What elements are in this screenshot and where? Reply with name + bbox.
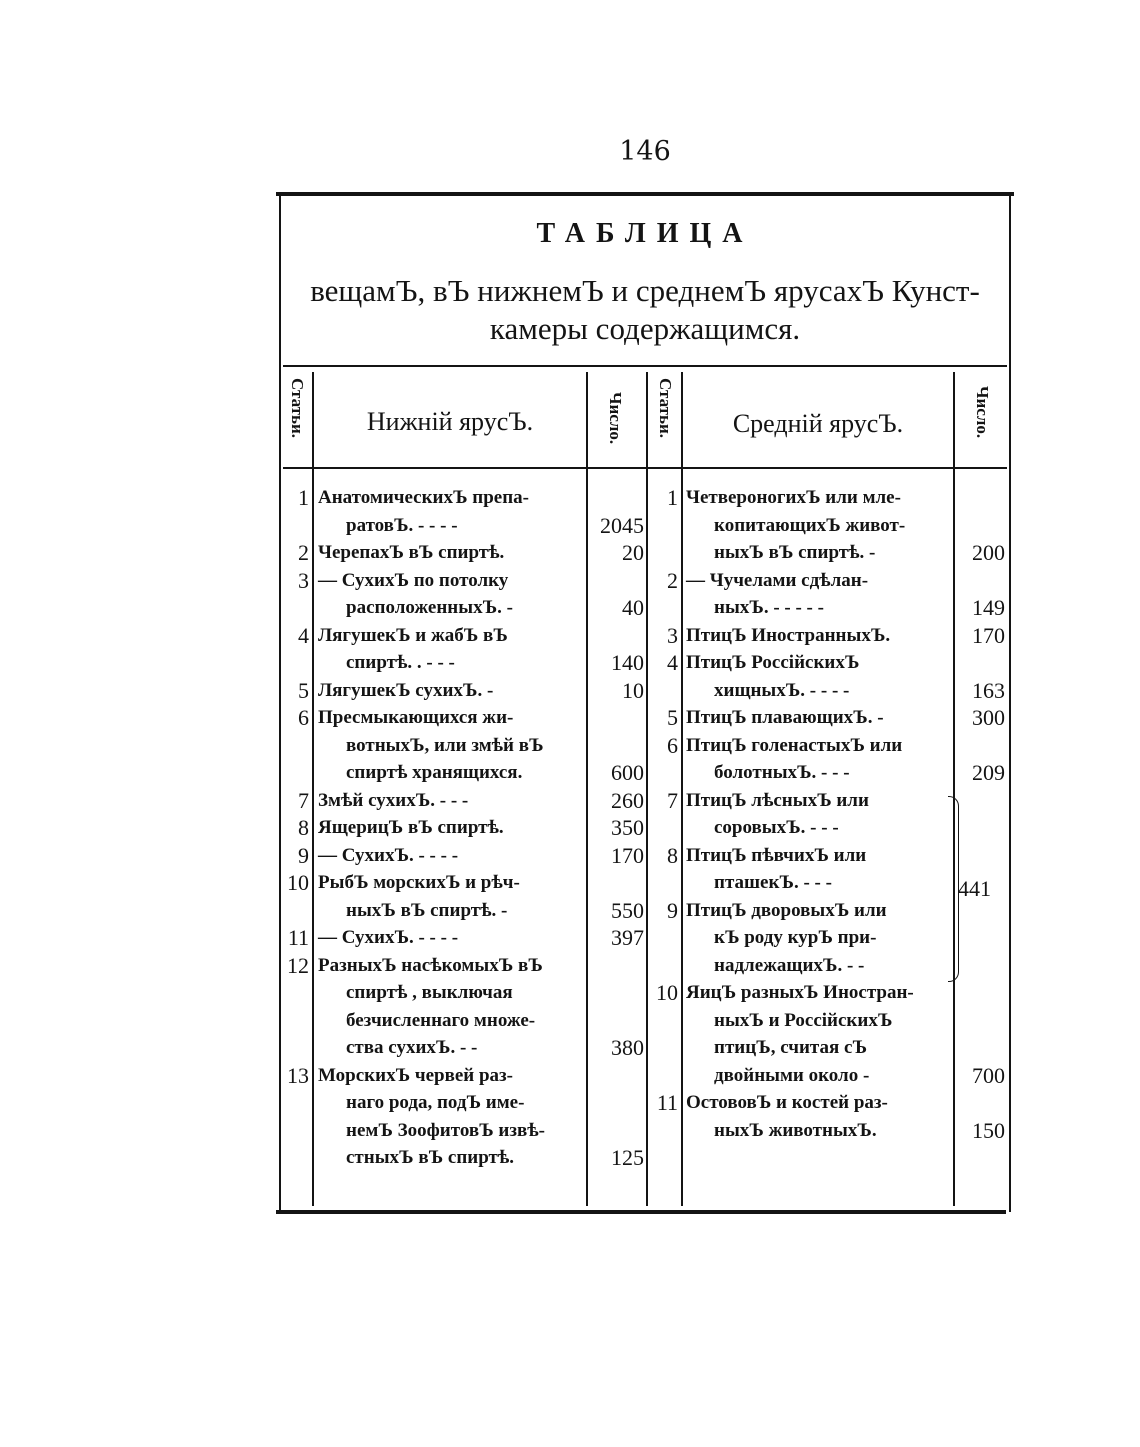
article-number: 10 [287, 870, 309, 895]
item-description: ЯицЪ разныхЪ Иностран- [686, 982, 914, 1003]
middle-tier-header: Средній ярусЪ. [732, 409, 904, 438]
item-count: 700 [972, 1062, 1005, 1088]
item-count: 200 [972, 540, 1005, 565]
article-number: 4 [667, 650, 678, 675]
item-description: соровыхЪ. - - - [714, 817, 839, 838]
middle-article-header: Статьи. [656, 378, 675, 439]
item-description: ПтицЪ лѣсныхЪ или [686, 789, 869, 811]
item-description: ратовЪ. - - - - [346, 514, 458, 536]
item-description: расположенныхЪ. - [346, 597, 513, 618]
item-description: ПтицЪ пѣвчихЪ или [686, 844, 867, 866]
article-number: 1 [667, 485, 678, 510]
article-number: 8 [298, 815, 309, 840]
table-subtitle [285, 272, 1005, 348]
item-count: 550 [611, 897, 644, 923]
item-description: РазныхЪ насѣкомыхЪ вЪ [318, 954, 543, 976]
article-number: 10 [656, 980, 678, 1005]
item-description: ныхЪ вЪ спиртѣ. - [714, 542, 876, 563]
item-description: — СухихЪ. - - - - [318, 927, 459, 948]
item-count: 149 [972, 595, 1005, 620]
item-count: 2045 [600, 512, 644, 538]
table-title: ТАБЛИЦА [536, 218, 754, 249]
item-count: 380 [611, 1035, 644, 1060]
table-top-rule [276, 192, 1014, 196]
item-description: надлежащихЪ. - - [714, 954, 865, 976]
item-count: 20 [622, 540, 644, 565]
article-number: 8 [667, 842, 678, 868]
item-description: — СухихЪ. - - - - [318, 844, 459, 866]
item-count: 170 [972, 622, 1005, 648]
item-description: спиртѣ , выключая [346, 982, 513, 1003]
article-number: 12 [287, 952, 309, 978]
article-number: 2 [298, 540, 309, 565]
item-description: ЛягушекЪ и жабЪ вЪ [318, 624, 508, 646]
grouped-count: 441 [958, 876, 991, 901]
item-description: ПтицЪ РоссійскихЪ [686, 652, 860, 673]
table-right-rule [1009, 196, 1011, 1212]
item-description: хищныхЪ. - - - - [714, 679, 850, 701]
item-count: 40 [622, 595, 644, 620]
middle-count-header: Число. [973, 386, 992, 439]
page-number: 146 [619, 136, 671, 167]
item-description: — СухихЪ по потолку [318, 569, 509, 591]
item-description: стныхЪ вЪ спиртѣ. [346, 1147, 515, 1168]
subtitle-line-1: вещамЪ, вЪ нижнемЪ и среднемЪ ярусахЪ Кунст- [310, 273, 980, 308]
item-description: наго рода, подЪ име- [346, 1092, 525, 1113]
item-description: пташекЪ. - - - [714, 872, 832, 893]
item-count: 209 [972, 760, 1005, 785]
item-description: вотныхЪ, или змѣй вЪ [346, 734, 544, 756]
item-description: ЧерепахЪ вЪ спиртѣ. [318, 542, 505, 563]
column-header-rule [283, 467, 1007, 469]
lower-tier-header: Нижній ярусЪ. [366, 407, 534, 436]
article-number: 7 [667, 787, 678, 813]
item-description: ПтицЪ голенастыхЪ или [686, 734, 903, 756]
article-number: 5 [667, 705, 678, 730]
item-count: 125 [611, 1145, 644, 1170]
item-description: ныхЪ животныхЪ. [714, 1119, 877, 1141]
item-description: Пресмыкающихся жи- [318, 707, 514, 728]
article-number: 6 [667, 732, 678, 758]
item-count: 140 [611, 650, 644, 675]
table-left-rule [279, 196, 281, 1212]
item-count: 260 [611, 787, 644, 813]
item-count: 10 [622, 677, 644, 703]
item-description: АнатомическихЪ препа- [318, 487, 530, 508]
item-description: кЪ роду курЪ при- [714, 927, 877, 948]
item-description: ныхЪ вЪ спиртѣ. - [346, 899, 508, 921]
item-description: ЧетвероногихЪ или мле- [686, 487, 901, 508]
article-number: 11 [287, 925, 309, 950]
item-description: копитающихЪ живот- [714, 514, 906, 536]
article-number: 11 [656, 1090, 678, 1115]
item-description: ОстововЪ и костей раз- [686, 1092, 888, 1113]
article-number: 1 [298, 485, 309, 510]
item-description: ства сухихЪ. - - [346, 1037, 478, 1058]
item-description: МорскихЪ червей раз- [318, 1064, 514, 1086]
item-count: 170 [611, 842, 644, 868]
item-description: птицЪ, считая сЪ [714, 1037, 867, 1058]
item-description: РыбЪ морскихЪ и рѣч- [318, 872, 520, 893]
article-number: 5 [298, 677, 309, 703]
item-description: спиртѣ. . - - - [346, 652, 455, 673]
article-number: 9 [667, 897, 678, 923]
item-description: ныхЪ и РоссійскихЪ [714, 1009, 893, 1031]
article-number: 4 [298, 622, 309, 648]
item-count: 163 [972, 677, 1005, 703]
item-description: двойными около - [714, 1064, 870, 1086]
col-rule-4 [681, 372, 683, 1206]
item-count: 150 [972, 1117, 1005, 1143]
item-count: 350 [611, 815, 644, 840]
article-number: 9 [298, 842, 309, 868]
lower-count-header: Число. [606, 392, 625, 445]
item-description: ЯщерицЪ вЪ спиртѣ. [318, 817, 504, 838]
item-description: ПтицЪ плавающихЪ. - [686, 707, 884, 728]
item-description: немЪ ЗоофитовЪ извѣ- [346, 1119, 545, 1141]
item-count: 397 [611, 925, 644, 950]
article-number: 6 [298, 705, 309, 730]
item-description: болотныхЪ. - - - [714, 762, 850, 783]
item-description: ныхЪ. - - - - - [714, 597, 824, 618]
item-count: 600 [611, 760, 644, 785]
item-description: ЛягушекЪ сухихЪ. - [318, 679, 494, 701]
item-description: Змѣй сухихЪ. - - - [318, 789, 469, 811]
item-description: спиртѣ хранящихся. [346, 762, 523, 783]
article-number: 3 [667, 622, 678, 648]
col-rule-1 [312, 372, 314, 1206]
header-divider-rule [283, 365, 1007, 367]
article-number: 2 [667, 567, 678, 593]
item-description: безчисленнаго множе- [346, 1009, 536, 1031]
article-number: 13 [287, 1062, 309, 1088]
item-description: ПтицЪ ИностранныхЪ. [686, 624, 891, 646]
article-number: 7 [298, 787, 309, 813]
subtitle-line-2: камеры содержащимся. [489, 311, 801, 346]
table-bottom-rule [276, 1210, 1006, 1214]
item-count: 300 [972, 705, 1005, 730]
item-description: ПтицЪ дворовыхЪ или [686, 899, 887, 921]
item-description: — Чучелами сдѣлан- [686, 569, 869, 591]
article-number: 3 [298, 567, 309, 593]
lower-article-header: Статьи. [288, 378, 307, 439]
